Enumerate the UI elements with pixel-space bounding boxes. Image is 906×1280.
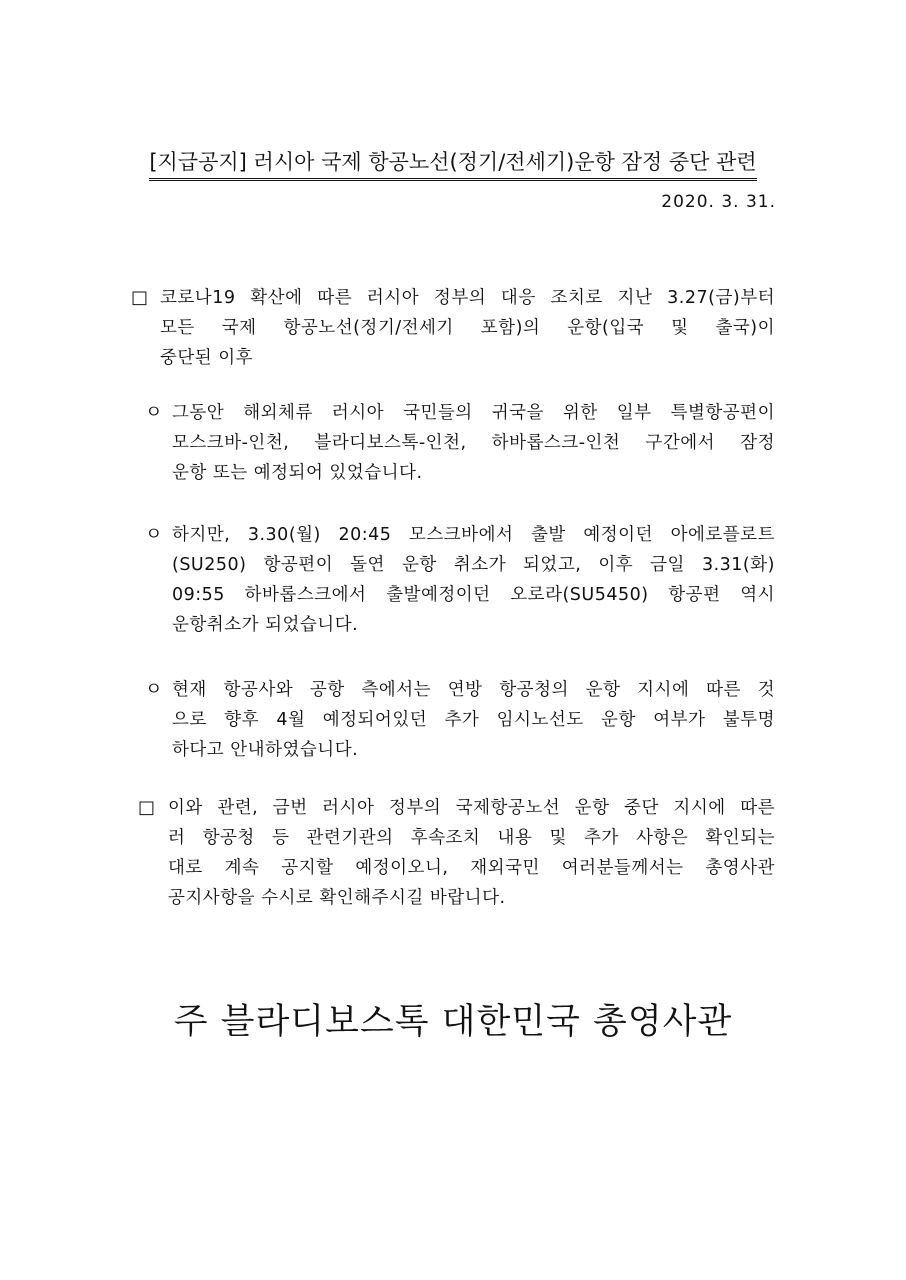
text-line: 하지만, 3.30(월) 20:45 모스크바에서 출발 예정이던 아에로플로트 [172,525,775,545]
text-line: 하다고 안내하였습니다. [172,740,359,760]
notice-title [0,147,906,181]
notice-date: 2020. 3. 31. [661,192,776,212]
text-line: 그동안 해외체류 러시아 국민들의 귀국을 위한 일부 특별항공편이 [172,403,775,423]
text-line: 코로나19 확산에 따른 러시아 정부의 대응 조치로 지난 3.27(금)부터 [160,288,775,308]
circle-bullet-icon: ㅇ [145,402,163,423]
text-line: 공지사항을 수시로 확인해주시길 바랍니다. [168,888,506,908]
text-line: (SU250) 항공편이 돌연 운항 취소가 되었고, 이후 금일 3.31(화) [172,555,775,575]
text-line: 09:55 하바롭스크에서 출발예정이던 오로라(SU5450) 항공편 역시 [172,585,775,605]
text-line: 모든 국제 항공노선(정기/전세기 포함)의 운항(입국 및 출국)이 [160,318,775,338]
paragraph-cancellations [172,520,775,640]
square-bullet-icon: □ [131,287,149,308]
text-line: 현재 항공사와 공항 측에서는 연방 항공청의 운항 지시에 따른 것 [172,680,775,700]
text-line: 으로 향후 4월 예정되어있던 추가 임시노선도 운항 여부가 불투명 [172,710,775,730]
notice-title-text: [지급공지] 러시아 국제 항공노선(정기/전세기)운항 잠정 중단 관련 [149,147,756,181]
paragraph-special-flights [172,398,775,488]
text-line: 운항 또는 예정되어 있었습니다. [172,463,423,483]
text-line: 러 항공청 등 관련기관의 후속조치 내용 및 추가 사항은 확인되는 [168,828,775,848]
text-line: 이와 관련, 금번 러시아 정부의 국제항공노선 운항 중단 지시에 따른 [168,798,775,818]
paragraph-further-notice [168,793,775,913]
square-bullet-icon: □ [138,797,156,818]
text-line: 중단된 이후 [160,348,254,368]
paragraph-current-status [172,675,775,765]
circle-bullet-icon: ㅇ [145,679,163,700]
paragraph-intro [160,283,775,373]
circle-bullet-icon: ㅇ [145,524,163,545]
consulate-signature: 주 블라디보스톡 대한민국 총영사관 [173,1002,733,1042]
text-line: 모스크바-인천, 블라디보스톡-인천, 하바롭스크-인천 구간에서 잠정 [172,433,775,453]
text-line: 대로 계속 공지할 예정이오니, 재외국민 여러분들께서는 총영사관 [168,858,775,878]
text-line: 운항취소가 되었습니다. [172,615,359,635]
